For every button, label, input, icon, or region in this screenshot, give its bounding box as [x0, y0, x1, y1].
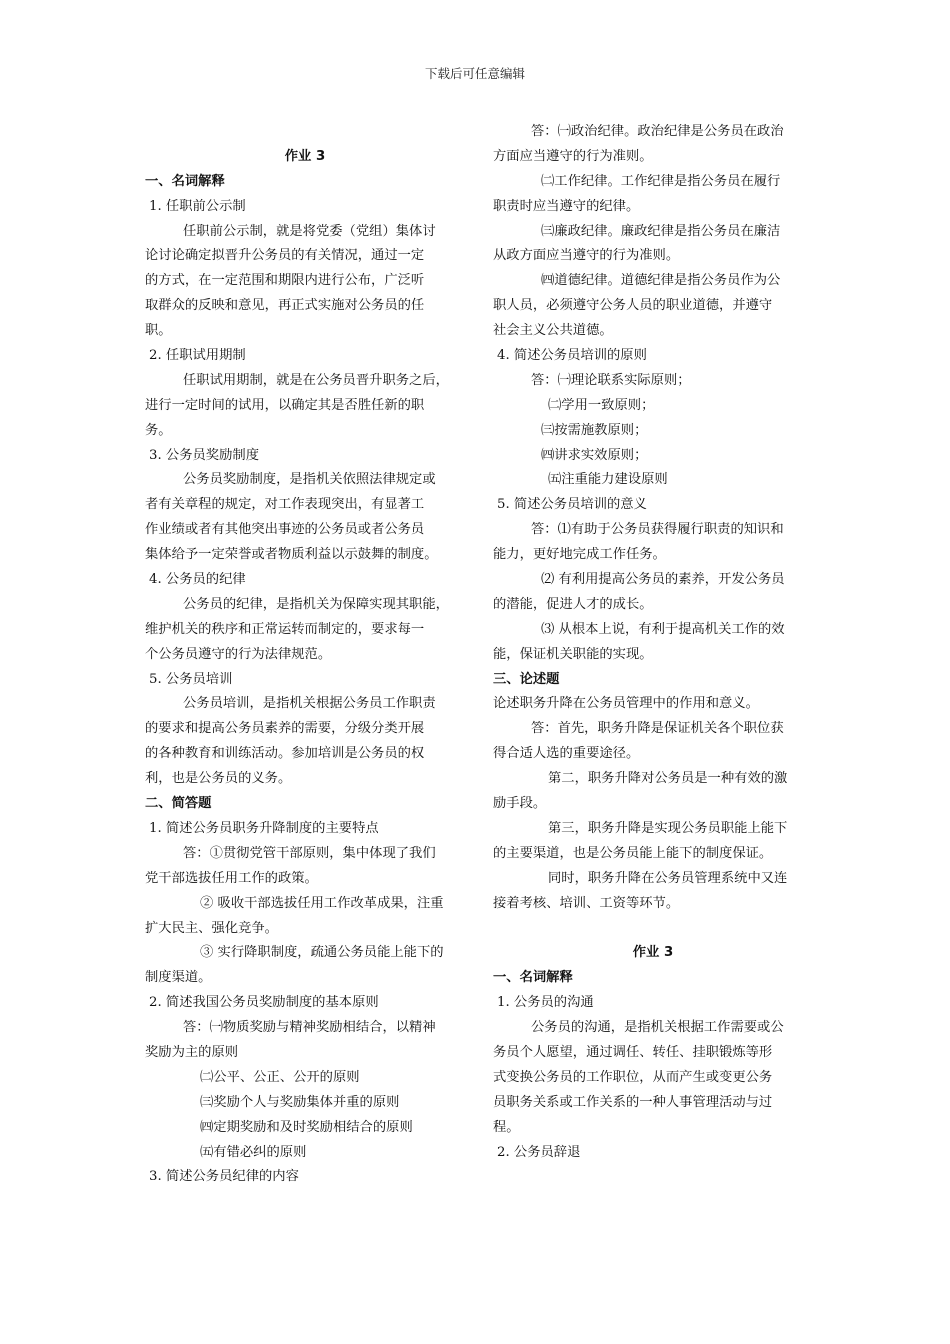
section-title: 作业 3: [284, 148, 326, 164]
text-line: 同时，职务升降在公务员管理系统中又连: [548, 870, 788, 886]
text-line: 职。: [145, 323, 172, 339]
text-line: 方面应当遵守的行为准则。: [493, 148, 653, 164]
text-line: 公务员的纪律，是指机关为保障实现其职能，: [183, 596, 449, 612]
text-line: 能，保证机关职能的实现。: [493, 646, 653, 662]
text-line: 的方式，在一定范围和期限内进行公布，广泛听: [145, 273, 425, 289]
text-line: 接着考核、培训、工资等环节。: [493, 895, 680, 911]
text-line: ③ 实行降职制度，疏通公务员能上能下的: [200, 945, 444, 961]
text-line: 个公务员遵守的行为法律规范。: [145, 646, 332, 662]
question-heading: 5. 公务员培训: [149, 671, 233, 687]
text-line: 答：㈠理论联系实际原则；: [531, 372, 691, 388]
text-line: 式变换公务员的工作职位，从而产生或变更公务: [493, 1069, 773, 1085]
left-column: [145, 120, 465, 1190]
text-line: 论述职务升降在公务员管理中的作用和意义。: [493, 696, 759, 712]
text-line: 第二，职务升降对公务员是一种有效的激: [548, 771, 788, 787]
text-line: 能力，更好地完成工作任务。: [493, 547, 666, 563]
text-line: 利，也是公务员的义务。: [145, 771, 292, 787]
question-heading: 1. 任职前公示制: [149, 198, 246, 214]
text-line: ㈤有错必纠的原则: [200, 1144, 307, 1160]
text-line: 论讨论确定拟晋升公务员的有关情况，通过一定: [145, 248, 425, 264]
section-title: 作业 3: [632, 945, 674, 961]
text-line: ㈡公平、公正、公开的原则: [200, 1069, 360, 1085]
text-line: 任职前公示制，就是将党委（党组）集体讨: [183, 223, 436, 239]
text-line: 第三，职务升降是实现公务员职能上能下: [548, 820, 788, 836]
text-line: 答：㈠物质奖励与精神奖励相结合，以精神: [183, 1020, 436, 1036]
text-line: 奖励为主的原则: [145, 1044, 239, 1060]
text-line: ⑶ 从根本上说，有利于提高机关工作的效: [541, 621, 785, 637]
text-line: 的主要渠道，也是公务员能上能下的制度保证。: [493, 845, 773, 861]
text-line: 党干部选拔任用工作的政策。: [145, 870, 318, 886]
page-header: 下载后可任意编辑: [424, 66, 525, 81]
blank-line: [145, 120, 465, 145]
question-heading: 4. 简述公务员培训的原则: [497, 348, 647, 364]
text-line: ㈡工作纪律。工作纪律是指公务员在履行: [541, 173, 781, 189]
question-heading: 1. 简述公务员职务升降制度的主要特点: [149, 820, 379, 836]
text-line: ㈣道德纪律。道德纪律是指公务员作为公: [541, 273, 781, 289]
question-heading: 1. 公务员的沟通: [497, 995, 594, 1011]
blank-line: [493, 917, 813, 942]
right-column: [493, 120, 813, 1165]
text-line: 制度渠道。: [145, 970, 212, 986]
question-heading: 4. 公务员的纪律: [149, 572, 246, 588]
text-line: 职责时应当遵守的纪律。: [493, 198, 640, 214]
text-line: 励手段。: [493, 796, 547, 812]
text-line: 答：㈠政治纪律。政治纪律是公务员在政治: [531, 124, 784, 139]
text-line: ㈤注重能力建设原则: [548, 472, 668, 488]
text-line: 务。: [145, 422, 172, 438]
text-line: 从政方面应当遵守的行为准则。: [493, 248, 680, 264]
section-heading: 一、名词解释: [493, 970, 573, 986]
section-heading: 三、论述题: [493, 671, 560, 687]
text-line: 程。: [493, 1119, 520, 1135]
text-line: ㈣讲求实效原则；: [541, 447, 648, 463]
text-line: 者有关章程的规定，对工作表现突出，有显著工: [145, 497, 425, 513]
text-line: 职人员，必须遵守公务人员的职业道德，并遵守: [493, 298, 773, 314]
text-line: 任职试用期制，就是在公务员晋升职务之后，: [183, 372, 449, 388]
text-line: 员职务关系或工作关系的一种人事管理活动与过: [493, 1094, 773, 1110]
section-heading: 二、简答题: [145, 796, 212, 812]
text-line: 扩大民主、强化竞争。: [145, 920, 278, 936]
text-line: ㈡学用一致原则；: [548, 397, 655, 413]
text-line: 的潜能，促进人才的成长。: [493, 596, 653, 612]
question-heading: 3. 公务员奖励制度: [149, 447, 259, 463]
text-line: 公务员的沟通，是指机关根据工作需要或公: [531, 1020, 784, 1036]
text-line: 集体给予一定荣誉或者物质利益以示鼓舞的制度。: [145, 547, 438, 563]
text-line: ② 吸收干部选拔任用工作改革成果，注重: [200, 895, 444, 911]
text-line: ㈢廉政纪律。廉政纪律是指公务员在廉洁: [541, 223, 781, 239]
text-line: 得合适人选的重要途径。: [493, 746, 640, 762]
text-line: ㈢按需施教原则；: [541, 422, 648, 438]
text-line: ㈢奖励个人与奖励集体并重的原则: [200, 1094, 400, 1110]
text-line: 的各种教育和训练活动。参加培训是公务员的权: [145, 746, 425, 762]
text-line: 答：①贯彻党管干部原则，集中体现了我们: [183, 845, 436, 861]
text-line: 维护机关的秩序和正常运转而制定的，要求每一: [145, 621, 425, 637]
text-line: ㈣定期奖励和及时奖励相结合的原则: [200, 1119, 413, 1135]
text-line: 取群众的反映和意见，再正式实施对公务员的任: [145, 298, 425, 314]
question-heading: 2. 简述我国公务员奖励制度的基本原则: [149, 995, 379, 1011]
text-line: ⑵ 有利用提高公务员的素养，开发公务员: [541, 572, 785, 588]
text-line: 进行一定时间的试用，以确定其是否胜任新的职: [145, 397, 425, 413]
question-heading: 2. 任职试用期制: [149, 348, 246, 364]
text-line: 作业绩或者有其他突出事迹的公务员或者公务员: [145, 522, 425, 538]
question-heading: 2. 公务员辞退: [497, 1144, 581, 1160]
section-heading: 一、名词解释: [145, 173, 225, 189]
text-line: 务员个人愿望，通过调任、转任、挂职锻炼等形: [493, 1044, 773, 1060]
text-line: 社会主义公共道德。: [493, 323, 613, 339]
text-line: 公务员培训，是指机关根据公务员工作职责: [183, 696, 436, 712]
text-line: 的要求和提高公务员素养的需要，分级分类开展: [145, 721, 425, 737]
text-line: 答：首先，职务升降是保证机关各个职位获: [531, 721, 784, 737]
text-line: 公务员奖励制度，是指机关依照法律规定或: [183, 472, 436, 488]
text-line: 答：⑴有助于公务员获得履行职责的知识和: [531, 522, 784, 538]
question-heading: 5. 简述公务员培训的意义: [497, 497, 647, 513]
question-heading: 3. 简述公务员纪律的内容: [149, 1169, 299, 1185]
